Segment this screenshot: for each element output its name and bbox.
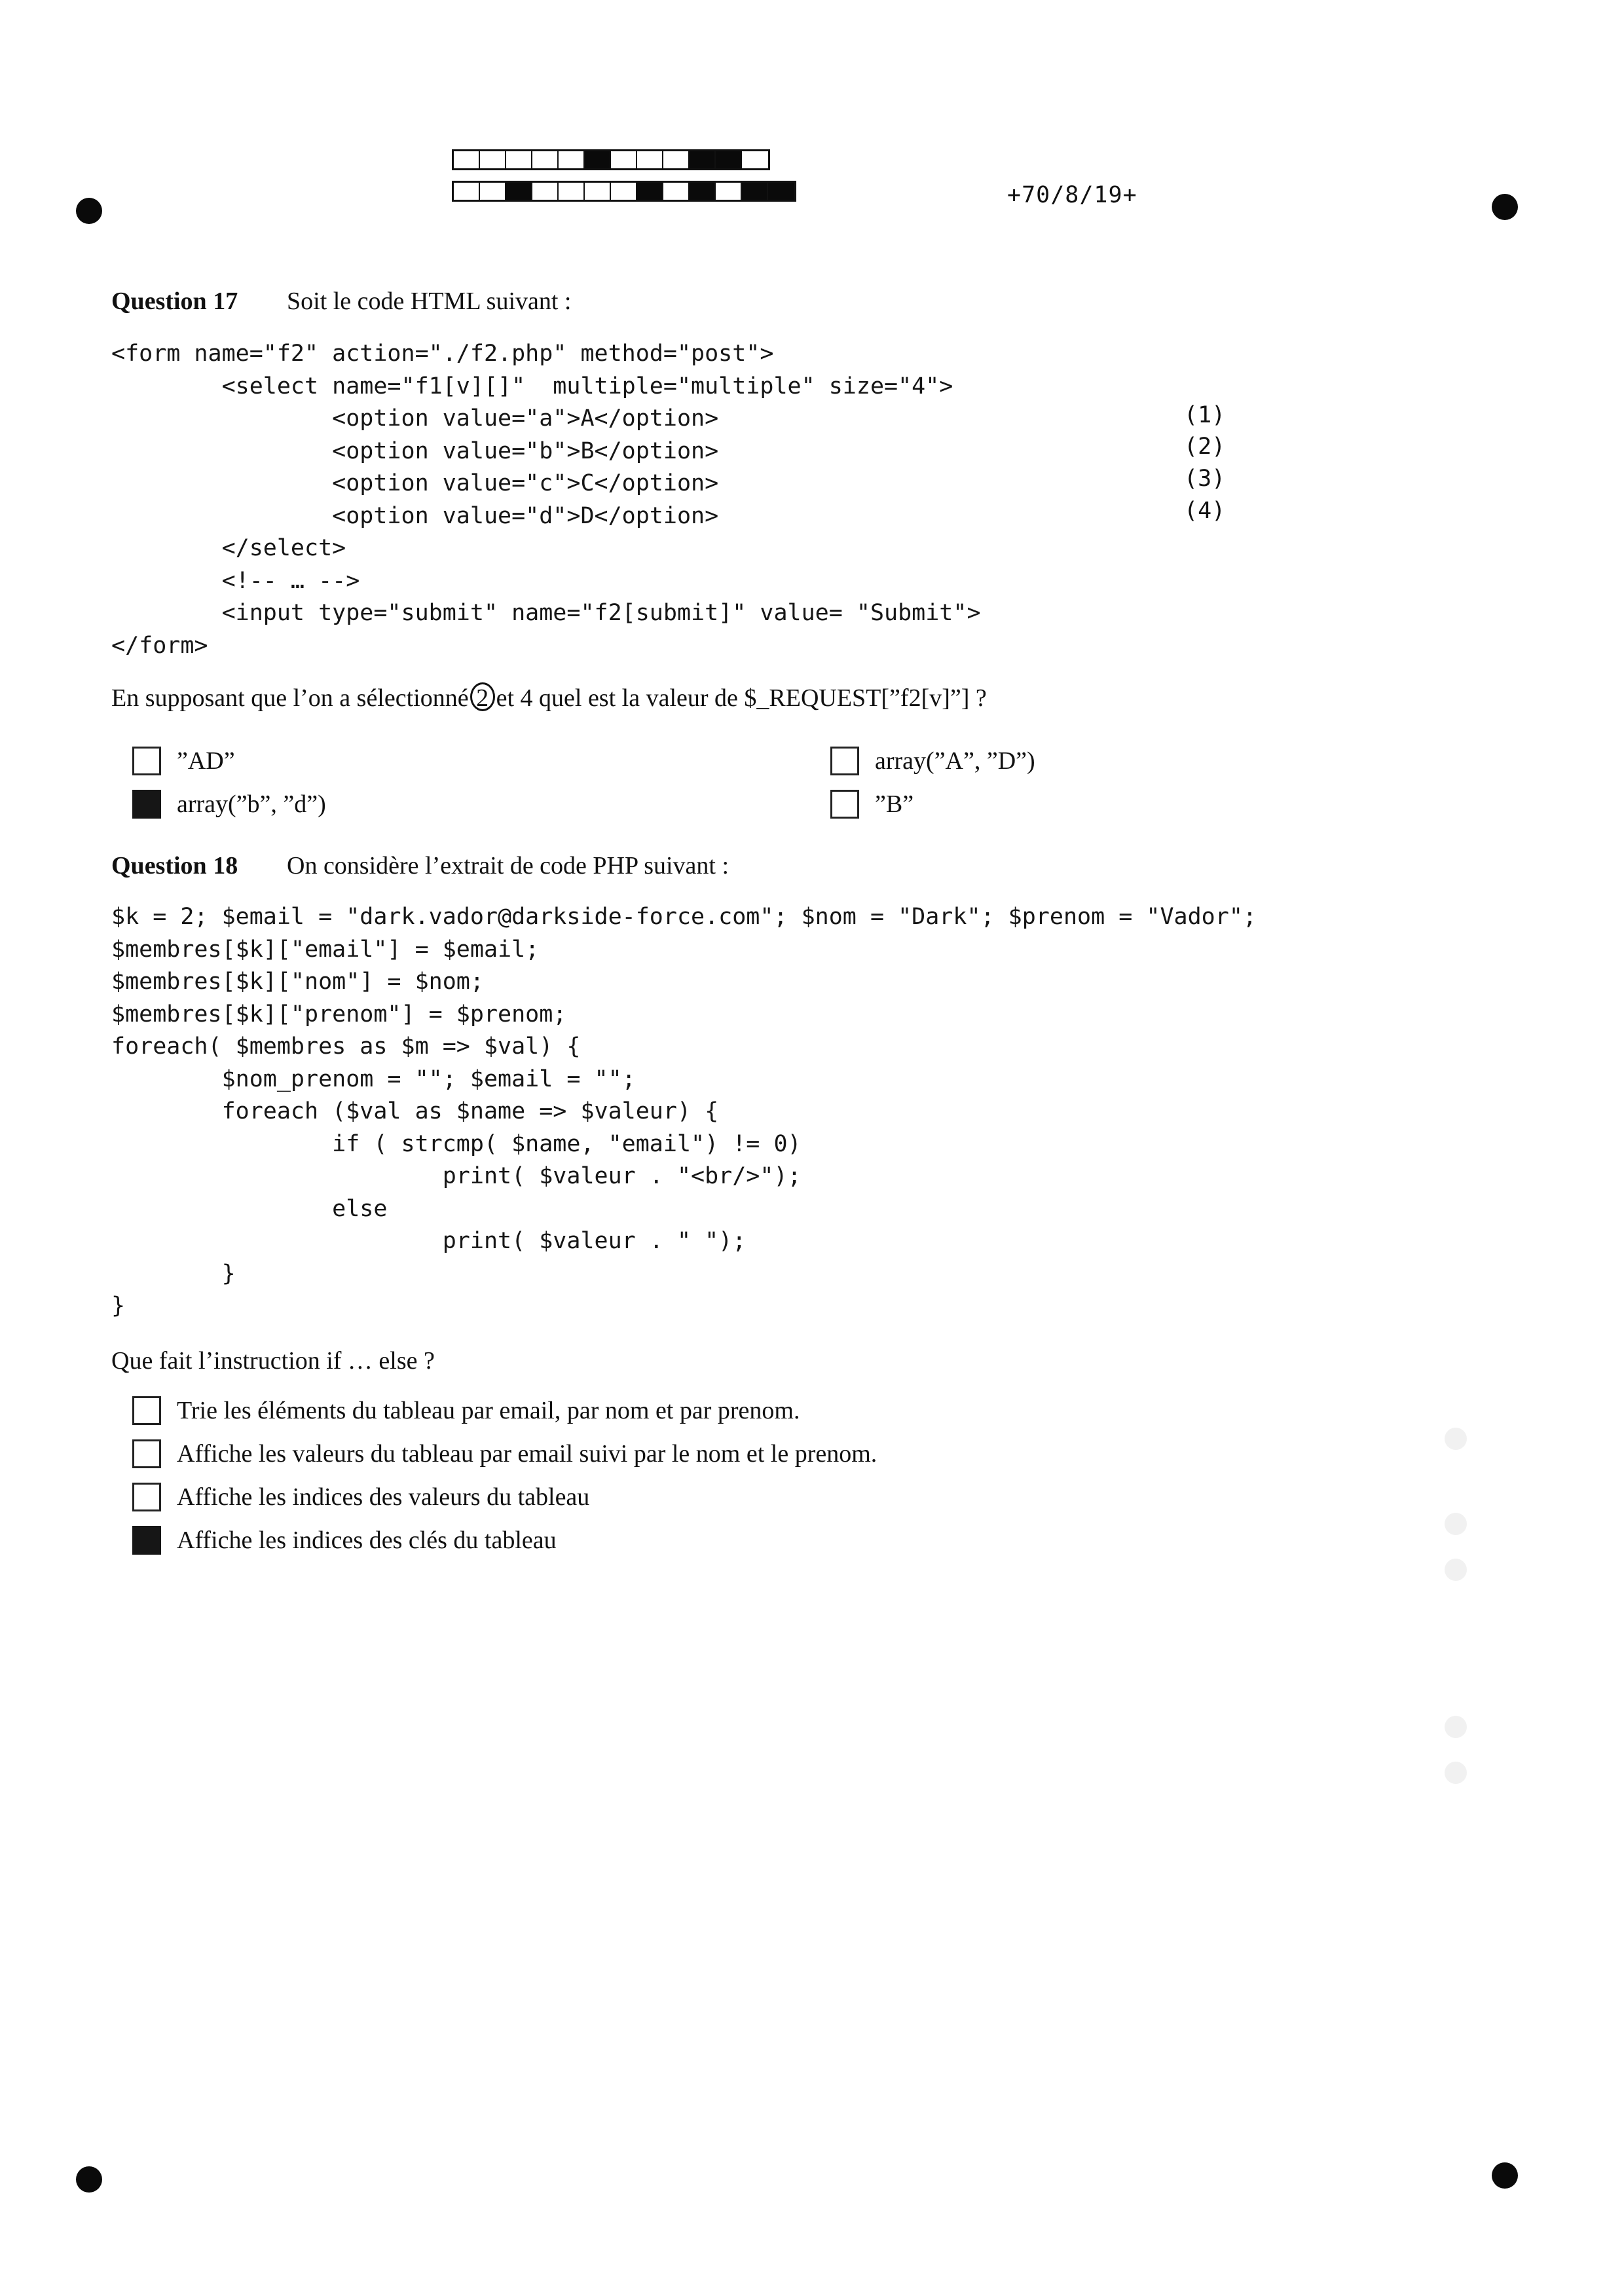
code-line: <option value="a">A</option> bbox=[111, 405, 719, 432]
answer-label: array(”A”, ”D”) bbox=[875, 747, 1035, 775]
code-line: } bbox=[111, 1260, 236, 1287]
q18-answer-2[interactable] bbox=[132, 1439, 877, 1468]
page-id: +70/8/19+ bbox=[1007, 182, 1137, 208]
option-line-number-4: (4) bbox=[1184, 498, 1226, 524]
code-line: $membres[$k]["email"] = $email; bbox=[111, 936, 540, 963]
id-grid-cell bbox=[532, 151, 559, 168]
question-17-prompt-before: En supposant que l’on a sélectionné bbox=[111, 684, 469, 712]
option-line-number-3: (3) bbox=[1184, 466, 1226, 492]
code-line: } bbox=[111, 1293, 126, 1319]
answer-label: Trie les éléments du tableau par email, par nom et par prenom. bbox=[177, 1397, 800, 1424]
checkbox[interactable] bbox=[830, 790, 859, 819]
id-grid-cell bbox=[611, 183, 637, 200]
id-grid-cell bbox=[742, 151, 768, 168]
code-line: print( $valeur . " "); bbox=[111, 1228, 747, 1254]
code-line: <form name="f2" action="./f2.php" method="post"> bbox=[111, 341, 774, 367]
id-grid-cell bbox=[716, 183, 742, 200]
checkbox[interactable] bbox=[132, 1396, 161, 1425]
scan-smudge bbox=[1445, 1716, 1467, 1738]
question-18-label: Question 18 bbox=[111, 852, 238, 880]
checkbox[interactable] bbox=[132, 790, 161, 819]
registration-dot-bottom-left bbox=[76, 2166, 102, 2193]
id-grid-cell bbox=[637, 151, 663, 168]
code-line: $membres[$k]["nom"] = $nom; bbox=[111, 969, 484, 995]
code-line: <select name="f1[v][]" multiple="multiple" size="4"> bbox=[111, 373, 953, 399]
q17-answer-array-b-d[interactable] bbox=[132, 790, 326, 819]
code-line: </select> bbox=[111, 535, 346, 561]
scan-smudge bbox=[1445, 1428, 1467, 1450]
id-grid-cell bbox=[585, 151, 611, 168]
answer-label: Affiche les indices des clés du tableau bbox=[177, 1527, 557, 1554]
q18-answer-4[interactable] bbox=[132, 1526, 557, 1555]
question-17-text: Soit le code HTML suivant : bbox=[287, 287, 572, 315]
id-grid-cell bbox=[716, 151, 742, 168]
option-line-number-2: (2) bbox=[1184, 434, 1226, 460]
answer-label: array(”b”, ”d”) bbox=[177, 790, 326, 818]
id-grid-cell bbox=[454, 183, 480, 200]
id-grid-cell bbox=[742, 183, 768, 200]
registration-dot-top-left bbox=[76, 198, 102, 224]
answer-label: ”B” bbox=[875, 790, 914, 818]
q17-answer-ad[interactable] bbox=[132, 747, 235, 775]
registration-dot-bottom-right bbox=[1492, 2162, 1518, 2189]
question-18-code-block bbox=[111, 901, 1257, 1323]
registration-dot-top-right bbox=[1492, 194, 1518, 220]
q17-answer-array-a-d[interactable] bbox=[830, 747, 1035, 775]
id-grid-cell bbox=[611, 151, 637, 168]
id-grid-cell bbox=[454, 151, 480, 168]
checkbox[interactable] bbox=[132, 747, 161, 775]
code-line: </form> bbox=[111, 632, 208, 659]
code-line: <input type="submit" name="f2[submit]" value= "Submit"> bbox=[111, 600, 981, 626]
scan-smudge bbox=[1445, 1559, 1467, 1581]
id-grid-cell bbox=[559, 183, 585, 200]
id-grid-cell bbox=[559, 151, 585, 168]
option-line-number-1: (1) bbox=[1184, 402, 1226, 428]
scan-smudge bbox=[1445, 1762, 1467, 1784]
code-line: <option value="c">C</option> bbox=[111, 470, 719, 496]
code-line: $k = 2; $email = "dark.vador@darkside-force.com"; $nom = "Dark"; $prenom = "Vador"; bbox=[111, 904, 1257, 930]
q18-answer-1[interactable] bbox=[132, 1396, 800, 1425]
code-line: if ( strcmp( $name, "email") != 0) bbox=[111, 1130, 802, 1157]
id-grid-cell bbox=[690, 183, 716, 200]
id-grid-cell bbox=[506, 151, 532, 168]
q17-answer-b[interactable] bbox=[830, 790, 913, 819]
id-grid-cell bbox=[663, 183, 690, 200]
id-grid-cell bbox=[480, 183, 506, 200]
id-grid-top bbox=[452, 149, 770, 170]
code-line: foreach ($val as $name => $valeur) { bbox=[111, 1098, 719, 1124]
question-18-prompt: Que fait l’instruction if … else ? bbox=[111, 1347, 435, 1375]
checkbox[interactable] bbox=[132, 1439, 161, 1468]
question-18-text: On considère l’extrait de code PHP suivant : bbox=[287, 852, 729, 880]
question-18-heading bbox=[111, 851, 729, 880]
id-grid-bottom bbox=[452, 181, 796, 202]
id-grid-cell bbox=[690, 151, 716, 168]
question-17-code-block bbox=[111, 338, 981, 662]
id-grid-cell bbox=[663, 151, 690, 168]
answer-label: Affiche les valeurs du tableau par email suivi par le nom et le prenom. bbox=[177, 1440, 877, 1468]
code-line: foreach( $membres as $m => $val) { bbox=[111, 1033, 581, 1060]
code-line: <option value="b">B</option> bbox=[111, 437, 719, 464]
code-line: else bbox=[111, 1195, 388, 1222]
answer-label: Affiche les indices des valeurs du tableau bbox=[177, 1483, 590, 1511]
question-17-label: Question 17 bbox=[111, 287, 238, 315]
code-line: $nom_prenom = ""; $email = ""; bbox=[111, 1065, 636, 1092]
id-grid-cell bbox=[637, 183, 663, 200]
answer-label: ”AD” bbox=[177, 747, 235, 775]
id-grid-cell bbox=[768, 183, 794, 200]
checkbox[interactable] bbox=[830, 747, 859, 775]
question-17-prompt bbox=[111, 682, 987, 713]
code-line: $membres[$k]["prenom"] = $prenom; bbox=[111, 1001, 567, 1028]
id-grid-cell bbox=[532, 183, 559, 200]
question-17-prompt-after: et 4 quel est la valeur de $_REQUEST[”f2[v]”] ? bbox=[496, 684, 987, 712]
id-grid-cell bbox=[480, 151, 506, 168]
question-17-heading bbox=[111, 287, 571, 316]
checkbox[interactable] bbox=[132, 1526, 161, 1555]
id-grid-cell bbox=[585, 183, 611, 200]
circled-option-number: 2 bbox=[470, 682, 495, 711]
id-grid-cell bbox=[506, 183, 532, 200]
checkbox[interactable] bbox=[132, 1483, 161, 1511]
scan-smudge bbox=[1445, 1513, 1467, 1535]
q18-answer-3[interactable] bbox=[132, 1483, 589, 1511]
code-line: <!-- … --> bbox=[111, 567, 360, 594]
code-line: print( $valeur . "<br/>"); bbox=[111, 1163, 802, 1189]
code-line: <option value="d">D</option> bbox=[111, 502, 719, 529]
